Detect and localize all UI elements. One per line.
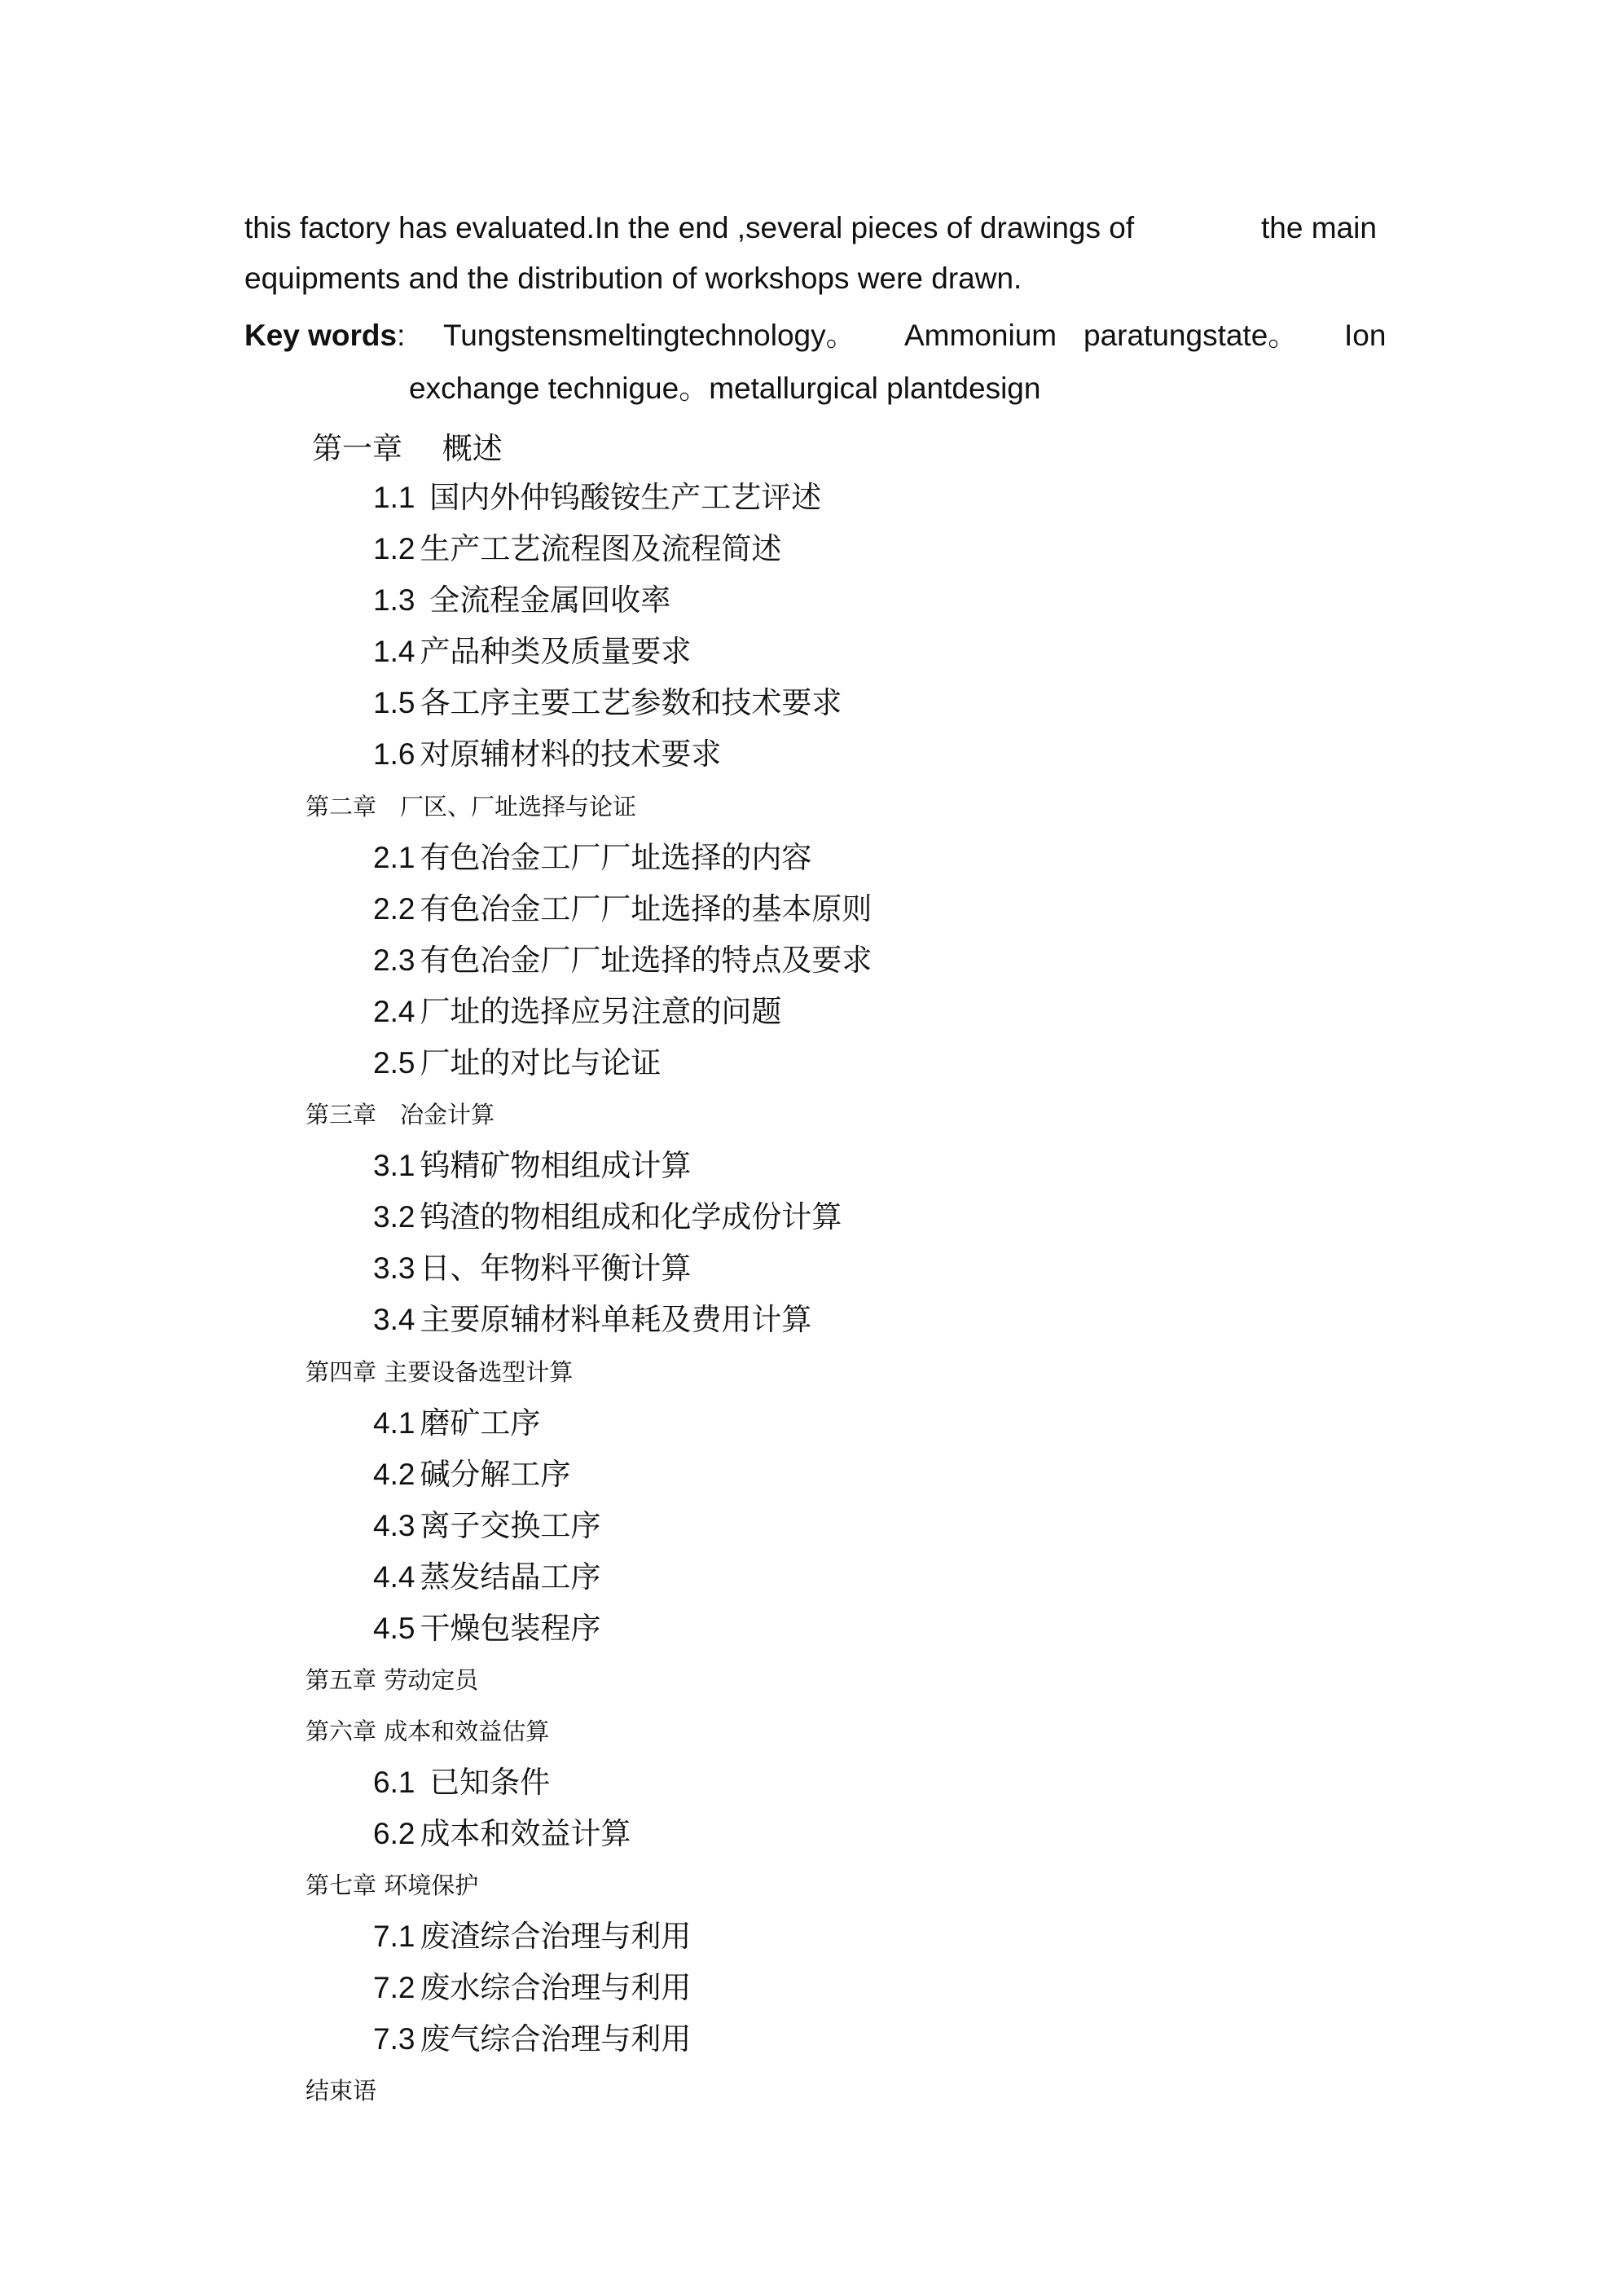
toc-section-4-1: 4.1 磨矿工序 xyxy=(373,1405,541,1440)
toc-section-2-3: 2.3 有色冶金厂厂址选择的特点及要求 xyxy=(373,943,873,978)
toc-section-3-2: 3.2 钨渣的物相组成和化学成份计算 xyxy=(373,1199,842,1234)
toc-conclusion: 结束语 xyxy=(305,2077,377,2105)
keyword-1: Tungstensmeltingtechnology。 xyxy=(443,319,856,352)
toc-section-7-2: 7.2 废水综合治理与利用 xyxy=(373,1970,692,2005)
toc-section-2-4: 2.4 厂址的选择应另注意的问题 xyxy=(373,994,782,1029)
toc-section-2-2: 2.2 有色冶金工厂厂址选择的基本原则 xyxy=(373,891,873,926)
toc-section-1-3: 1.3 全流程金属回收率 xyxy=(373,583,671,618)
keyword-3: paratungstate。 xyxy=(1084,319,1299,352)
toc-section-1-4: 1.4 产品种类及质量要求 xyxy=(373,634,692,669)
toc-section-1-5: 1.5 各工序主要工艺参数和技术要求 xyxy=(373,685,842,720)
toc-section-2-1: 2.1 有色冶金工厂厂址选择的内容 xyxy=(373,840,812,875)
toc-section-7-1: 7.1 废渣综合治理与利用 xyxy=(373,1919,692,1954)
toc-section-1-1: 1.1 国内外仲钨酸铵生产工艺评述 xyxy=(373,480,822,515)
keyword-4: Ion xyxy=(1344,319,1387,352)
keywords-colon: : xyxy=(397,319,406,352)
toc-section-7-3: 7.3 废气综合治理与利用 xyxy=(373,2021,692,2056)
abstract-line-1b: the main xyxy=(1261,211,1377,244)
toc-chapter-2: 第二章 厂区、厂址选择与论证 xyxy=(305,793,637,820)
keywords-line-1 xyxy=(244,318,405,354)
toc-chapter-5: 第五章 劳动定员 xyxy=(305,1666,479,1694)
abstract-line-2: equipments and the distribution of workshops were drawn. xyxy=(244,262,1022,295)
keywords-label: Key words xyxy=(244,319,398,352)
toc-section-2-5: 2.5 厂址的对比与论证 xyxy=(373,1045,662,1080)
toc-chapter-6: 第六章 成本和效益估算 xyxy=(305,1718,550,1745)
toc-section-3-3: 3.3 日、年物料平衡计算 xyxy=(373,1251,692,1286)
toc-section-3-1: 3.1 钨精矿物相组成计算 xyxy=(373,1148,692,1183)
toc-section-6-1: 6.1 已知条件 xyxy=(373,1765,551,1800)
toc-section-4-3: 4.3 离子交换工序 xyxy=(373,1508,601,1543)
toc-section-1-2: 1.2 生产工艺流程图及流程简述 xyxy=(373,531,782,566)
toc-chapter-4: 第四章 主要设备选型计算 xyxy=(305,1358,574,1386)
toc-chapter-1: 第一章 概述 xyxy=(312,431,503,466)
toc-section-4-5: 4.5 干燥包装程序 xyxy=(373,1611,601,1646)
keywords-line-2: exchange technigue。metallurgical plantdesign xyxy=(409,372,1041,405)
keyword-2: Ammonium xyxy=(904,319,1057,352)
toc-section-4-4: 4.4 蒸发结晶工序 xyxy=(373,1559,601,1594)
toc-section-6-2: 6.2 成本和效益计算 xyxy=(373,1816,631,1851)
toc-section-3-4: 3.4 主要原辅材料单耗及费用计算 xyxy=(373,1302,812,1337)
toc-section-1-6: 1.6 对原辅材料的技术要求 xyxy=(373,737,722,772)
toc-section-4-2: 4.2 碱分解工序 xyxy=(373,1457,571,1492)
abstract-line-1a: this factory has evaluated.In the end ,several pieces of drawings of xyxy=(244,211,1135,244)
toc-chapter-3: 第三章 冶金计算 xyxy=(305,1101,495,1128)
toc-chapter-7: 第七章 环境保护 xyxy=(305,1872,479,1899)
